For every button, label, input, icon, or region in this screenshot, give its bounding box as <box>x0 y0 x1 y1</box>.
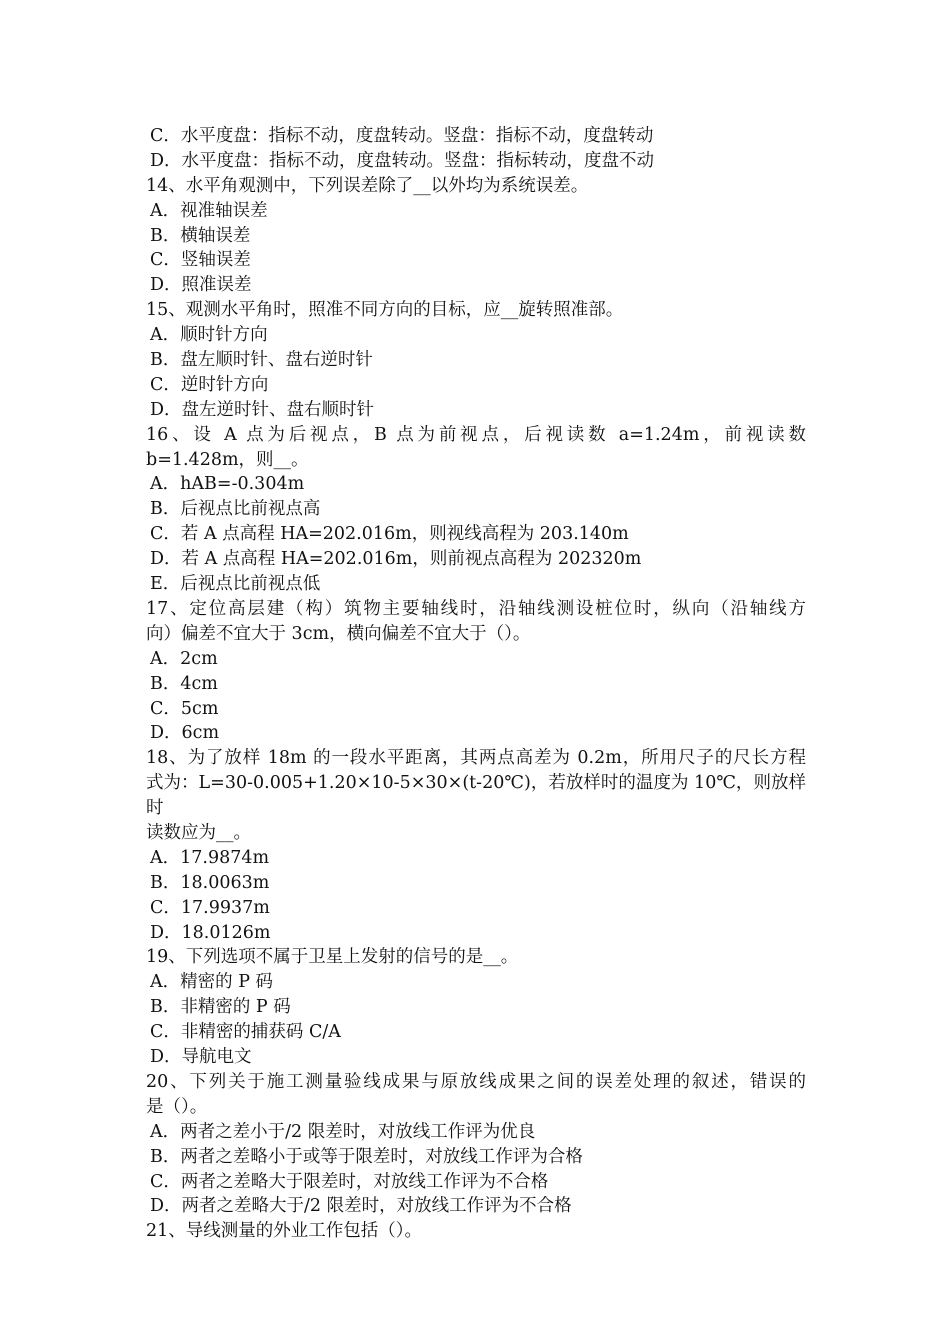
answer-option: A．2cm <box>150 648 218 669</box>
answer-option: C．两者之差略大于限差时，对放线工作评为不合格 <box>150 1171 549 1192</box>
answer-option: C．17.9937m <box>150 897 270 918</box>
question-text: 17、定位高层建（构）筑物主要轴线时，沿轴线测设桩位时，纵向（沿轴线方 <box>146 598 806 619</box>
answer-option: B．后视点比前视点高 <box>150 499 321 520</box>
answer-option: C．逆时针方向 <box>150 374 269 395</box>
answer-option: B．非精密的 P 码 <box>150 997 291 1018</box>
answer-option: C．竖轴误差 <box>150 250 251 271</box>
answer-option: D．若 A 点高程 HA=202.016m，则前视点高程为 202320m <box>150 549 642 570</box>
answer-option: D．照准误差 <box>150 275 252 296</box>
document-body <box>146 124 806 1244</box>
answer-option: D．6cm <box>150 723 220 744</box>
question-text: 向）偏差不宜大于 3cm，横向偏差不宜大于（）。 <box>146 623 531 644</box>
answer-option: D．导航电文 <box>150 1047 252 1068</box>
answer-option: B．两者之差略小于或等于限差时，对放线工作评为合格 <box>150 1146 583 1167</box>
answer-option: D．水平度盘：指标不动，度盘转动。竖盘：指标转动，度盘不动 <box>150 150 655 171</box>
answer-option: A．顺时针方向 <box>150 325 268 346</box>
answer-option: B．18.0063m <box>150 872 270 893</box>
question-text: 19、下列选项不属于卫星上发射的信号的是__。 <box>146 947 519 968</box>
answer-option: A．17.9874m <box>150 847 270 868</box>
answer-option: D．18.0126m <box>150 922 271 943</box>
answer-option: A．视准轴误差 <box>150 200 268 221</box>
question-text: 15、观测水平角时，照准不同方向的目标，应__旋转照准部。 <box>146 300 624 321</box>
question-text: 是（）。 <box>146 1096 208 1117</box>
question-text: 21、导线测量的外业工作包括（）。 <box>146 1221 423 1242</box>
question-text: 18、为了放样 18m 的一段水平距离，其两点高差为 0.2m，所用尺子的尺长方程 <box>146 748 806 769</box>
answer-option: D．盘左逆时针、盘右顺时针 <box>150 399 375 420</box>
answer-option: E．后视点比前视点低 <box>150 574 321 595</box>
answer-option: B．4cm <box>150 673 218 694</box>
answer-option: A．hAB=-0.304m <box>150 474 305 495</box>
question-text: 16、设 A 点为后视点，B 点为前视点，后视读数 a=1.24m，前视读数 <box>146 424 806 445</box>
answer-option: B．横轴误差 <box>150 225 251 246</box>
answer-option: C．非精密的捕获码 C/A <box>150 1022 341 1043</box>
answer-option: A．两者之差小于/2 限差时，对放线工作评为优良 <box>150 1121 536 1142</box>
answer-option: A．精密的 P 码 <box>150 972 274 993</box>
question-text: 20、下列关于施工测量验线成果与原放线成果之间的误差处理的叙述，错误的 <box>146 1071 806 1092</box>
question-text: 14、水平角观测中，下列误差除了__以外均为系统误差。 <box>146 175 589 196</box>
question-text: b=1.428m，则__。 <box>146 449 309 470</box>
answer-option: B．盘左顺时针、盘右逆时针 <box>150 350 373 371</box>
question-text: 式为：L=30-0.005+1.20×10-5×30×(t-20℃)，若放样时的温度为 10℃，则放样时 <box>146 773 806 819</box>
answer-option: D．两者之差略大于/2 限差时，对放线工作评为不合格 <box>150 1196 572 1217</box>
answer-option: C．水平度盘：指标不动，度盘转动。竖盘：指标不动，度盘转动 <box>150 126 654 146</box>
question-text: 读数应为__。 <box>146 823 251 844</box>
answer-option: C．5cm <box>150 698 219 719</box>
answer-option: C．若 A 点高程 HA=202.016m，则视线高程为 203.140m <box>150 524 629 545</box>
